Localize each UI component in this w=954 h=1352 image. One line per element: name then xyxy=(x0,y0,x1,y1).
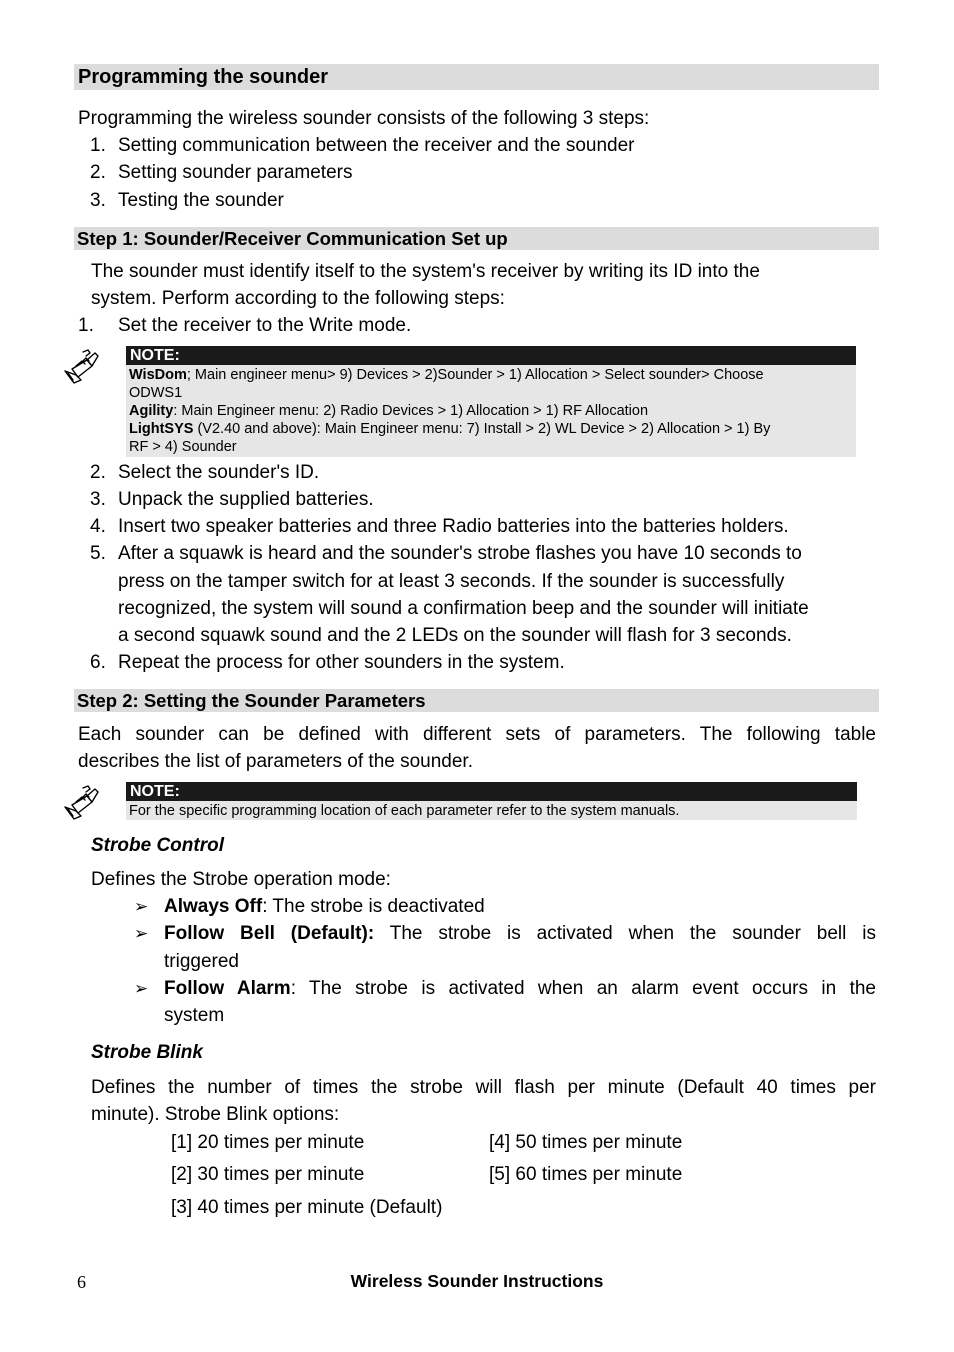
note-text: ODWS1 xyxy=(129,385,183,401)
blink-option: [4] 50 times per minute xyxy=(489,1132,683,1153)
list-item-line: system xyxy=(164,1005,225,1026)
list-item: Setting communication between the receiver and the sounder xyxy=(118,135,635,156)
note-label: NOTE: xyxy=(126,346,856,365)
list-item-number: 2. xyxy=(90,462,106,483)
note-label: NOTE: xyxy=(126,782,857,801)
blink-option: [2] 30 times per minute xyxy=(171,1164,365,1185)
step2-title: Step 2: Setting the Sounder Parameters xyxy=(74,689,879,712)
footer-title: Wireless Sounder Instructions xyxy=(350,1271,604,1291)
blink-option: [5] 60 times per minute xyxy=(489,1164,683,1185)
strobe-blink-description-line: Defines the number of times the strobe will flash per minute (Default 40 times per xyxy=(91,1077,876,1098)
list-item-number: 6. xyxy=(90,652,106,673)
list-item-number: 5. xyxy=(90,543,106,564)
strobe-control-title: Strobe Control xyxy=(91,835,224,856)
note-hand-icon xyxy=(62,785,100,821)
note-text: : Main Engineer menu: 2) Radio Devices > 1) Allocation > 1) RF Allocation xyxy=(173,403,649,419)
intro-text: Programming the wireless sounder consists of the following 3 steps: xyxy=(78,108,650,129)
page-number: 6 xyxy=(77,1272,86,1292)
note-text: (V2.40 and above): Main Engineer menu: 7) Install > 2) WL Device > 2) Allocation > 1) By xyxy=(193,421,771,437)
section-title: Programming the sounder xyxy=(74,64,879,90)
list-item: Unpack the supplied batteries. xyxy=(118,489,374,510)
list-item-line: triggered xyxy=(164,951,239,972)
strobe-blink-description-line: minute). Strobe Blink options: xyxy=(91,1104,340,1125)
step2-paragraph-line: describes the list of parameters of the sounder. xyxy=(78,751,473,772)
note-body xyxy=(126,365,856,457)
list-item-number: 3. xyxy=(90,489,106,510)
note-body xyxy=(126,801,857,820)
list-item-number: 1. xyxy=(90,135,106,156)
note-system-name: Agility xyxy=(129,403,174,419)
note-text: RF > 4) Sounder xyxy=(129,439,237,455)
list-item: Set the receiver to the Write mode. xyxy=(118,315,412,336)
blink-option: [3] 40 times per minute (Default) xyxy=(171,1197,443,1218)
note-hand-icon xyxy=(62,349,100,385)
arrow-bullet-icon: ➢ xyxy=(134,924,149,943)
list-item-number: 3. xyxy=(90,190,106,211)
list-item: Testing the sounder xyxy=(118,190,284,211)
list-item: Always Off: The strobe is deactivated xyxy=(164,896,485,917)
list-item: Repeat the process for other sounders in the system. xyxy=(118,652,565,673)
list-item-number: 1. xyxy=(78,315,94,336)
note-system-name: WisDom xyxy=(129,367,187,383)
arrow-bullet-icon: ➢ xyxy=(134,979,149,998)
list-item-line: a second squawk sound and the 2 LEDs on the sounder will flash for 3 seconds. xyxy=(118,625,792,646)
strobe-control-description: Defines the Strobe operation mode: xyxy=(91,869,391,890)
list-item-number: 2. xyxy=(90,162,106,183)
list-item-number: 4. xyxy=(90,516,106,537)
note-system-name: LightSYS xyxy=(129,421,194,437)
list-item: Select the sounder's ID. xyxy=(118,462,320,483)
arrow-bullet-icon: ➢ xyxy=(134,897,149,916)
list-item-line: press on the tamper switch for at least 3 seconds. If the sounder is successfully xyxy=(118,571,785,592)
list-item-line: Follow Bell (Default): The strobe is activated when the sounder bell is xyxy=(164,923,876,944)
list-item-line: Follow Alarm: The strobe is activated when an alarm event occurs in the xyxy=(164,978,876,999)
step2-paragraph-line: Each sounder can be defined with different sets of parameters. The following table xyxy=(78,724,876,745)
note-text: ; Main engineer menu> 9) Devices > 2)Sounder > 1) Allocation > Select sounder> Choose xyxy=(186,367,764,383)
list-item: Insert two speaker batteries and three Radio batteries into the batteries holders. xyxy=(118,516,789,537)
blink-option: [1] 20 times per minute xyxy=(171,1132,365,1153)
list-item-line: recognized, the system will sound a confirmation beep and the sounder will initiate xyxy=(118,598,809,619)
list-item: Setting sounder parameters xyxy=(118,162,353,183)
step1-paragraph-line: The sounder must identify itself to the system's receiver by writing its ID into the xyxy=(91,261,760,282)
strobe-blink-title: Strobe Blink xyxy=(91,1042,203,1063)
step1-paragraph-line: system. Perform according to the following steps: xyxy=(91,288,505,309)
step1-title: Step 1: Sounder/Receiver Communication Set up xyxy=(74,227,879,250)
list-item-line: After a squawk is heard and the sounder's strobe flashes you have 10 seconds to xyxy=(118,543,802,564)
note-text: For the specific programming location of each parameter refer to the system manuals. xyxy=(129,803,680,819)
